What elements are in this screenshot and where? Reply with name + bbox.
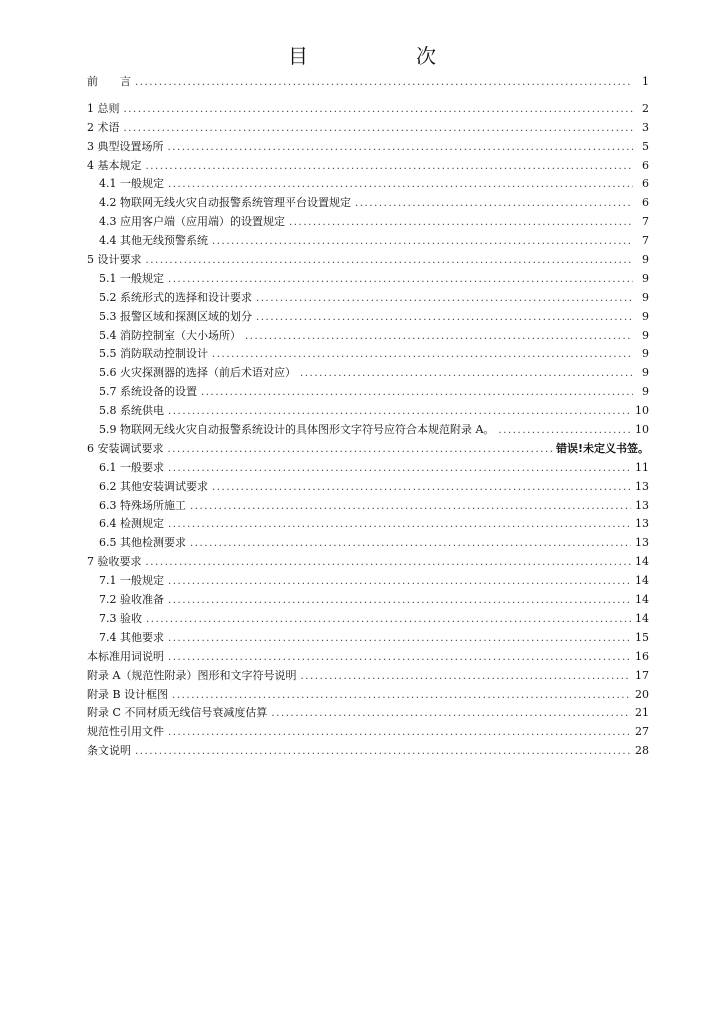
toc-entry-page: 13 xyxy=(635,536,649,550)
toc-entry-label: 4.2 物联网无线火灾自动报警系统管理平台设置规定 xyxy=(99,196,351,210)
dot-leader xyxy=(146,554,632,573)
dot-leader xyxy=(135,743,631,762)
toc-entry-label: 5.3 报警区域和探测区域的划分 xyxy=(99,309,252,323)
toc-entry-label: 4.3 应用客户端（应用端）的设置规定 xyxy=(99,215,285,229)
toc-entry-label: 6 安装调试要求 xyxy=(87,441,164,455)
toc-entry[interactable] xyxy=(87,270,649,289)
toc-entry-label: 4.1 一般规定 xyxy=(99,177,164,191)
toc-entry[interactable] xyxy=(87,478,649,497)
toc-entry[interactable] xyxy=(87,667,649,686)
toc-entry-label: 5.9 物联网无线火灾自动报警系统设计的具体图形文字符号应符合本规范附录 A。 xyxy=(99,423,495,437)
toc-entry-page: 9 xyxy=(642,385,649,399)
toc-entry-page: 5 xyxy=(642,139,649,153)
dot-leader xyxy=(245,328,633,347)
toc-entry-label: 7 验收要求 xyxy=(87,555,142,569)
toc-entry-page: 10 xyxy=(635,404,649,418)
toc-entry-page: 9 xyxy=(642,366,649,380)
toc-entry-page: 14 xyxy=(635,555,649,569)
toc-entry[interactable] xyxy=(87,175,649,194)
toc-entry-page: 16 xyxy=(635,649,649,663)
toc-entry-page: 6 xyxy=(642,177,649,191)
toc-entry-page: 13 xyxy=(635,479,649,493)
toc-entry-page: 9 xyxy=(642,328,649,342)
toc-entry[interactable] xyxy=(87,534,649,553)
dot-leader xyxy=(190,498,631,517)
toc-entry-label: 7.2 验收准备 xyxy=(99,593,164,607)
dot-leader xyxy=(168,460,631,479)
toc-entry[interactable] xyxy=(87,421,649,440)
toc-entry-label: 6.2 其他安装调试要求 xyxy=(99,479,208,493)
toc-entry-label: 5.4 消防控制室（大小场所） xyxy=(99,328,241,342)
toc-entry[interactable] xyxy=(87,515,649,534)
toc-entry-label: 5 设计要求 xyxy=(87,253,142,267)
toc-entry-label: 5.5 消防联动控制设计 xyxy=(99,347,208,361)
toc-entry[interactable] xyxy=(87,194,649,213)
toc-entry[interactable] xyxy=(87,440,649,459)
toc-entry[interactable] xyxy=(87,289,649,308)
dot-leader xyxy=(168,441,552,460)
toc-entry[interactable] xyxy=(87,100,649,119)
dot-leader xyxy=(212,233,633,252)
dot-leader xyxy=(172,687,631,706)
toc-entry-page: 14 xyxy=(635,593,649,607)
toc-entry-page: 错误!未定义书签。 xyxy=(555,441,649,455)
toc-entry-label: 6.3 特殊场所施工 xyxy=(99,498,186,512)
toc-entry-page: 11 xyxy=(635,460,649,474)
toc-entry[interactable] xyxy=(87,402,649,421)
toc-entry-page: 9 xyxy=(642,271,649,285)
toc-entry[interactable] xyxy=(87,572,649,591)
dot-leader xyxy=(190,535,631,554)
toc-entry-label: 附录 C 不同材质无线信号衰减度估算 xyxy=(87,706,268,720)
toc-entry-label: 7.3 验收 xyxy=(99,611,142,625)
dot-leader xyxy=(271,705,631,724)
toc-entry-label: 7.1 一般规定 xyxy=(99,574,164,588)
toc-entry-page: 13 xyxy=(635,517,649,531)
toc-entry[interactable] xyxy=(87,704,649,723)
toc-entry-label: 5.2 系统形式的选择和设计要求 xyxy=(99,290,252,304)
toc-entry-label: 条文说明 xyxy=(87,744,131,758)
toc-entry-page: 13 xyxy=(635,498,649,512)
dot-leader xyxy=(146,252,634,271)
dot-leader xyxy=(300,365,633,384)
table-of-contents xyxy=(87,73,649,761)
toc-entry[interactable] xyxy=(87,648,649,667)
toc-entry-page: 14 xyxy=(635,611,649,625)
toc-entry-page: 21 xyxy=(635,706,649,720)
toc-entry-page: 1 xyxy=(642,75,649,88)
dot-leader xyxy=(168,176,633,195)
dot-leader xyxy=(168,630,631,649)
toc-entry[interactable] xyxy=(87,232,649,251)
dot-leader xyxy=(256,309,633,328)
toc-entry[interactable] xyxy=(87,119,649,138)
toc-entry-page: 7 xyxy=(642,215,649,229)
toc-entry[interactable] xyxy=(87,742,649,761)
dot-leader xyxy=(289,214,633,233)
dot-leader xyxy=(168,573,631,592)
toc-entry-page: 9 xyxy=(642,253,649,267)
dot-leader xyxy=(135,74,633,93)
toc-entry-label: 1 总则 xyxy=(87,101,120,115)
toc-entry-page: 9 xyxy=(642,309,649,323)
toc-entry[interactable] xyxy=(87,73,649,92)
toc-entry[interactable] xyxy=(87,686,649,705)
toc-entry-label: 附录 B 设计框图 xyxy=(87,687,169,701)
toc-entry-label: 附录 A（规范性附录）图形和文字符号说明 xyxy=(87,668,297,682)
dot-leader xyxy=(498,422,631,441)
toc-entry-page: 6 xyxy=(642,158,649,172)
dot-leader xyxy=(300,668,631,687)
toc-entry[interactable] xyxy=(87,251,649,270)
toc-title: 目 次 xyxy=(288,44,480,68)
toc-entry-label: 4 基本规定 xyxy=(87,158,142,172)
toc-entry-page: 7 xyxy=(642,234,649,248)
toc-entry-page: 28 xyxy=(635,744,649,758)
toc-entry-label: 7.4 其他要求 xyxy=(99,630,164,644)
toc-entry-page: 14 xyxy=(635,574,649,588)
dot-leader xyxy=(201,384,633,403)
dot-leader xyxy=(168,592,631,611)
toc-entry-label: 5.6 火灾探测器的选择（前后术语对应） xyxy=(99,366,296,380)
toc-entry-label: 前 言 xyxy=(87,75,131,88)
toc-entry-page: 10 xyxy=(635,423,649,437)
toc-entry-label: 2 术语 xyxy=(87,120,120,134)
toc-entry-label: 5.7 系统设备的设置 xyxy=(99,385,197,399)
toc-entry-label: 5.1 一般规定 xyxy=(99,271,164,285)
dot-leader xyxy=(168,403,631,422)
toc-entry-label: 6.1 一般要求 xyxy=(99,460,164,474)
toc-entry-page: 9 xyxy=(642,290,649,304)
toc-entry-page: 15 xyxy=(635,630,649,644)
dot-leader xyxy=(168,724,631,743)
toc-entry[interactable] xyxy=(87,553,649,572)
dot-leader xyxy=(146,611,631,630)
toc-entry[interactable] xyxy=(87,364,649,383)
toc-entry[interactable] xyxy=(87,383,649,402)
toc-entry[interactable] xyxy=(87,459,649,478)
dot-leader xyxy=(212,479,631,498)
toc-entry[interactable] xyxy=(87,157,649,176)
toc-entry[interactable] xyxy=(87,610,649,629)
toc-entry[interactable] xyxy=(87,345,649,364)
dot-leader xyxy=(212,346,633,365)
toc-entry-page: 20 xyxy=(635,687,649,701)
toc-entry[interactable] xyxy=(87,723,649,742)
toc-entry[interactable] xyxy=(87,591,649,610)
toc-entry-label: 规范性引用文件 xyxy=(87,725,164,739)
dot-leader xyxy=(124,101,634,120)
toc-entry[interactable] xyxy=(87,308,649,327)
dot-leader xyxy=(355,195,633,214)
toc-entry[interactable] xyxy=(87,327,649,346)
toc-entry-page: 6 xyxy=(642,196,649,210)
toc-entry-label: 本标准用词说明 xyxy=(87,649,164,663)
toc-entry-page: 27 xyxy=(635,725,649,739)
toc-entry-page: 9 xyxy=(642,347,649,361)
toc-entry[interactable] xyxy=(87,138,649,157)
toc-entry-label: 4.4 其他无线预警系统 xyxy=(99,234,208,248)
toc-entry-page: 17 xyxy=(635,668,649,682)
toc-entry[interactable] xyxy=(87,213,649,232)
toc-entry[interactable] xyxy=(87,497,649,516)
dot-leader xyxy=(124,120,634,139)
dot-leader xyxy=(168,516,631,535)
dot-leader xyxy=(168,649,631,668)
toc-entry-label: 5.8 系统供电 xyxy=(99,404,164,418)
toc-entry-page: 3 xyxy=(642,120,649,134)
toc-entry-label: 6.4 检测规定 xyxy=(99,517,164,531)
toc-entry-page: 2 xyxy=(642,101,649,115)
dot-leader xyxy=(168,271,633,290)
dot-leader xyxy=(256,290,633,309)
dot-leader xyxy=(168,139,634,158)
dot-leader xyxy=(146,158,634,177)
toc-entry-label: 6.5 其他检测要求 xyxy=(99,536,186,550)
toc-entry[interactable] xyxy=(87,629,649,648)
toc-entry-label: 3 典型设置场所 xyxy=(87,139,164,153)
